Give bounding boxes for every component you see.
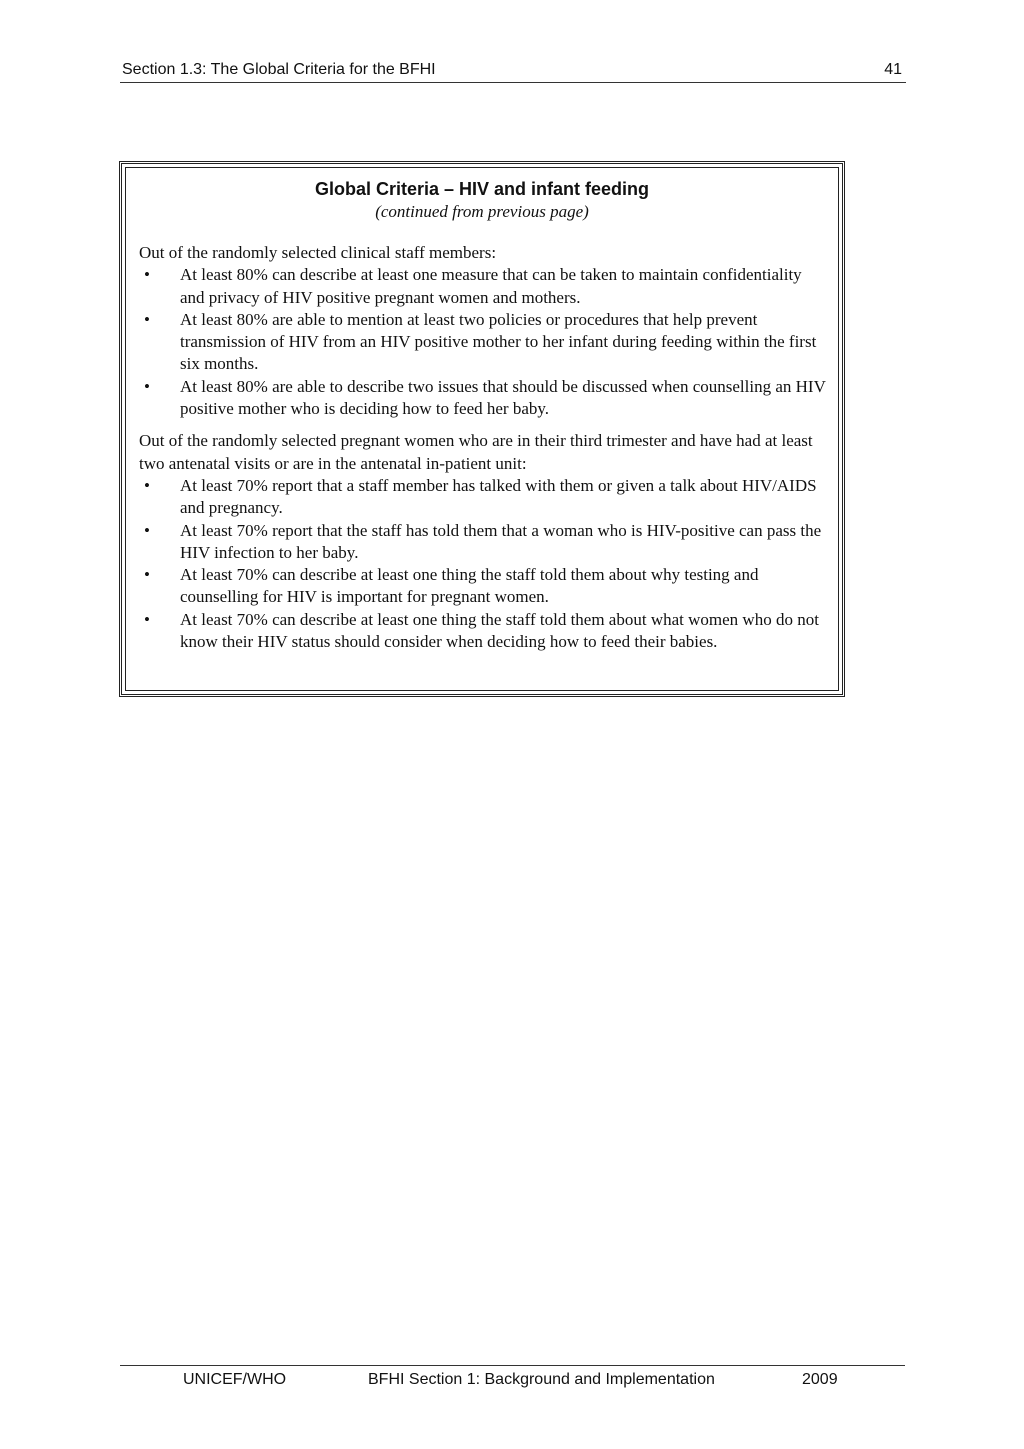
bullet-icon: • bbox=[144, 376, 150, 396]
list-item-text: At least 70% report that a staff member has talked with them or given a talk about HIV/AIDS and pregnancy. bbox=[180, 475, 817, 518]
list-item-text: At least 70% can describe at least one thing the staff told them about what women who do not know their HIV status should consider when deciding how to feed their babies. bbox=[180, 609, 819, 652]
criteria-body bbox=[139, 242, 828, 653]
bullet-icon: • bbox=[144, 475, 150, 495]
list-item-text: At least 70% report that the staff has told them that a woman who is HIV-positive can pass the HIV infection to her baby. bbox=[180, 520, 822, 562]
footer-year: 2009 bbox=[802, 1371, 838, 1388]
list-item bbox=[139, 609, 828, 654]
list-item-text: At least 80% can describe at least one measure that can be taken to maintain confidentiality and privacy of HIV positive pregnant women and mothers. bbox=[180, 265, 802, 307]
page-footer bbox=[120, 1365, 905, 1388]
criteria-box bbox=[119, 161, 845, 697]
bullet-icon: • bbox=[144, 609, 150, 629]
page-number: 41 bbox=[884, 61, 902, 78]
list-item bbox=[139, 376, 828, 421]
footer-organization: UNICEF/WHO bbox=[183, 1371, 287, 1388]
bullet-icon: • bbox=[144, 309, 150, 329]
bullet-icon: • bbox=[144, 520, 150, 540]
page-header bbox=[120, 58, 906, 83]
list-item-text: At least 80% are able to mention at least two policies or procedures that help prevent transmission of HIV from an HIV positive mother to her infant during feeding within the first six months. bbox=[180, 309, 817, 374]
list-item bbox=[139, 475, 828, 520]
criteria-box-inner-border bbox=[125, 167, 839, 691]
bullet-icon: • bbox=[144, 265, 150, 285]
list-item-text: At least 70% can describe at least one thing the staff told them about why testing and counselling for HIV is important for pregnant women. bbox=[180, 565, 759, 607]
list-item bbox=[139, 309, 828, 376]
section-title: Section 1.3: The Global Criteria for the BFHI bbox=[122, 61, 436, 78]
list-item bbox=[139, 264, 828, 309]
staff-criteria-list bbox=[139, 264, 828, 420]
criteria-subtitle: (continued from previous page) bbox=[375, 202, 589, 221]
criteria-title: Global Criteria – HIV and infant feeding bbox=[314, 179, 650, 199]
bullet-icon: • bbox=[144, 565, 150, 585]
staff-group-intro: Out of the randomly selected clinical staff members: bbox=[139, 243, 497, 262]
footer-document-title: BFHI Section 1: Background and Implementation bbox=[368, 1371, 715, 1388]
women-criteria-list bbox=[139, 475, 828, 653]
women-group-intro: Out of the randomly selected pregnant women who are in their third trimester and have had at least two antenatal visits or are in the antenatal in-patient unit: bbox=[139, 431, 813, 473]
list-item bbox=[139, 564, 828, 609]
list-item-text: At least 80% are able to describe two issues that should be discussed when counselling an HIV positive mother who is deciding how to feed her baby. bbox=[180, 376, 826, 419]
list-item bbox=[139, 520, 828, 565]
